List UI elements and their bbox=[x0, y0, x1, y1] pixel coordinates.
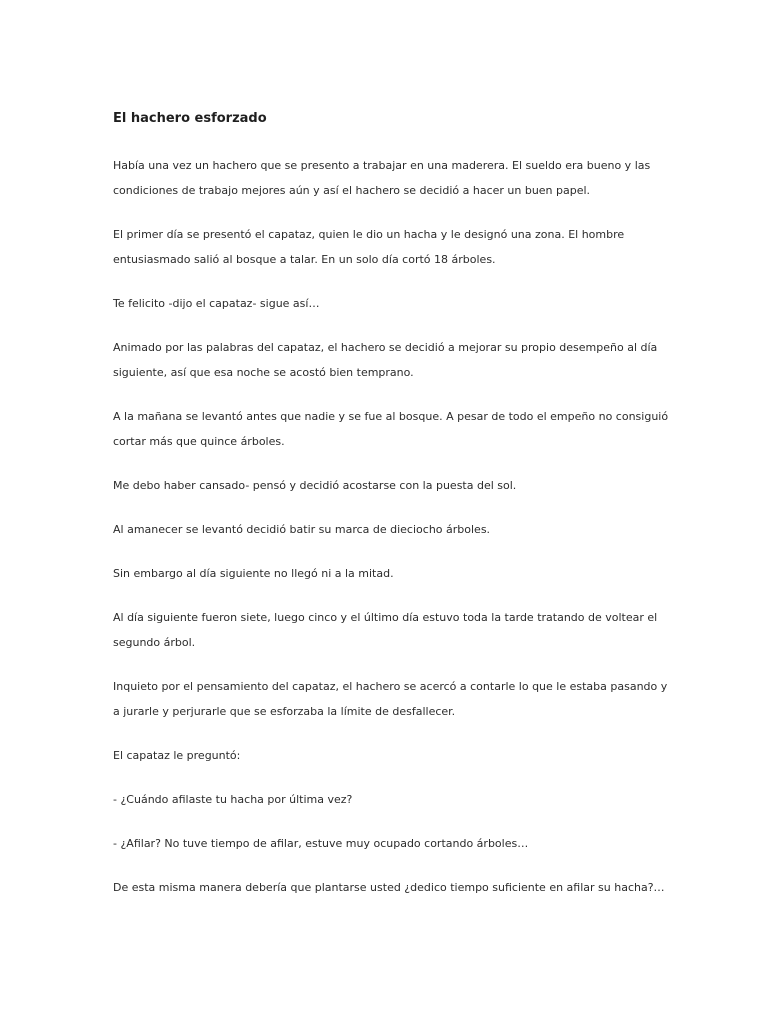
paragraph: Había una vez un hachero que se presento a trabajar en una maderera. El sueldo era bueno y las condiciones de trabajo mejores aún y así el hachero se decidió a hacer un buen papel. bbox=[113, 159, 651, 197]
paragraph: El primer día se presentó el capataz, quien le dio un hacha y le designó una zona. El hombre entusiasmado salió al bosque a talar. En un solo día cortó 18 árboles. bbox=[113, 228, 625, 266]
paragraph: A la mañana se levantó antes que nadie y se fue al bosque. A pesar de todo el empeño no consiguió cortar más que quince árboles. bbox=[113, 410, 669, 448]
document-title: El hachero esforzado bbox=[113, 111, 267, 126]
paragraph: - ¿Cuándo afilaste tu hacha por última vez? bbox=[113, 793, 353, 806]
paragraph: Me debo haber cansado- pensó y decidió acostarse con la puesta del sol. bbox=[113, 479, 517, 492]
paragraph: - ¿Afilar? No tuve tiempo de afilar, estuve muy ocupado cortando árboles… bbox=[113, 837, 529, 850]
paragraph: Sin embargo al día siguiente no llegó ni a la mitad. bbox=[113, 567, 394, 580]
paragraph: Te felicito -dijo el capataz- sigue así… bbox=[113, 297, 320, 310]
document-page bbox=[113, 109, 673, 919]
paragraph: Al amanecer se levantó decidió batir su marca de dieciocho árboles. bbox=[113, 523, 491, 536]
paragraph: Animado por las palabras del capataz, el hachero se decidió a mejorar su propio desempeño al día siguiente, así que esa noche se acostó bien temprano. bbox=[113, 341, 658, 379]
paragraph: Inquieto por el pensamiento del capataz, el hachero se acercó a contarle lo que le estaba pasando y a jurarle y perjurarle que se esforzaba la límite de desfallecer. bbox=[113, 680, 668, 718]
paragraph: El capataz le preguntó: bbox=[113, 749, 241, 762]
paragraph: De esta misma manera debería que plantarse usted ¿dedico tiempo suficiente en afilar su hacha?… bbox=[113, 881, 665, 894]
paragraph: Al día siguiente fueron siete, luego cinco y el último día estuvo toda la tarde tratando de voltear el segundo árbol. bbox=[113, 611, 658, 649]
